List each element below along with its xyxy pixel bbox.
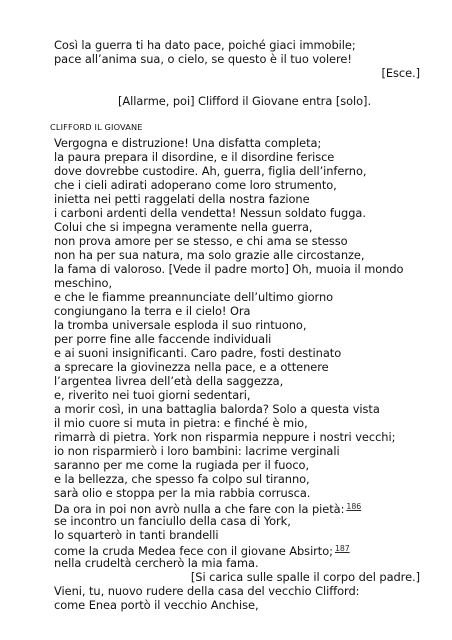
verse-line: che i cieli adirati adoperano come loro strumento, xyxy=(54,178,337,192)
footnote-link-187[interactable]: 187 xyxy=(334,544,350,553)
stage-direction-entrance: [Allarme, poi] Clifford il Giovane entra [solo]. xyxy=(118,94,372,108)
verse-line: la paura prepara il disordine, e il disordine ferisce xyxy=(54,150,335,164)
verse-line: non prova amore per se stesso, e chi ama se stesso xyxy=(54,234,348,248)
verse-line: a sprecare la giovinezza nella pace, e a ottenere xyxy=(54,360,329,374)
verse-text: come la cruda Medea fece con il giovane Absirto; xyxy=(54,544,333,558)
verse-line: Vieni, tu, nuovo rudere della casa del vecchio Clifford: xyxy=(54,584,360,598)
verse-line: a morir così, in una battaglia balorda? Solo a questa vista xyxy=(54,402,380,416)
verse-line: saranno per me come la rugiada per il fuoco, xyxy=(54,458,310,472)
verse-line: nella crudeltà cercherò la mia fama. xyxy=(54,556,259,570)
verse-line: se incontro un fanciullo della casa di York, xyxy=(54,514,291,528)
verse-line: rimarrà di pietra. York non risparmia neppure i nostri vecchi; xyxy=(54,430,396,444)
verse-line: Vergogna e distruzione! Una disfatta completa; xyxy=(54,136,322,150)
stage-direction-exit: [Esce.] xyxy=(381,66,420,80)
speaker-name: CLIFFORD IL GIOVANE xyxy=(50,122,143,132)
verse-line: e che le fiamme preannunciate dell’ultimo giorno xyxy=(54,290,334,304)
verse-line: la tromba universale esploda il suo rintuono, xyxy=(54,318,307,332)
verse-line: per porre fine alle faccende individuali xyxy=(54,332,272,346)
verse-line: non ha per sua natura, ma solo grazie alle circostanze, xyxy=(54,248,365,262)
verse-line: pace all’anima sua, o cielo, se questo è il tuo volere! xyxy=(54,52,352,66)
verse-line: e ai suoni insignificanti. Caro padre, fosti destinato xyxy=(54,346,342,360)
verse-line: io non risparmierò i loro bambini: lacrime verginali xyxy=(54,444,340,458)
verse-text: Da ora in poi non avrò nulla a che fare con la pietà: xyxy=(54,502,345,516)
verse-line: e, riverito nei tuoi giorni sedentari, xyxy=(54,388,251,402)
verse-line: il mio cuore si muta in pietra: e finché è mio, xyxy=(54,416,308,430)
verse-line: inietta nei petti raggelati della nostra fazione xyxy=(54,192,310,206)
footnote-link-186[interactable]: 186 xyxy=(346,502,362,511)
verse-line: e la bellezza, che spesso fa colpo sul tiranno, xyxy=(54,472,310,486)
stage-direction-carry: [Si carica sulle spalle il corpo del padre.] xyxy=(190,570,420,584)
verse-line: meschino, xyxy=(54,276,113,290)
verse-line: lo squarterò in tanti brandelli xyxy=(54,528,219,542)
verse-line: l’argentea livrea dell’età della saggezza, xyxy=(54,374,284,388)
verse-line: la fama di valoroso. [Vede il padre morto] Oh, muoia il mondo xyxy=(54,262,404,276)
verse-line: Così la guerra ti ha dato pace, poiché giaci immobile; xyxy=(54,38,356,52)
verse-line: congiungano la terra e il cielo! Ora xyxy=(54,304,251,318)
verse-line: Colui che si impegna veramente nella guerra, xyxy=(54,220,313,234)
verse-line: sarà olio e stoppa per la mia rabbia corrusca. xyxy=(54,486,311,500)
verse-line: dove dovrebbe custodire. Ah, guerra, figlia dell’inferno, xyxy=(54,164,367,178)
verse-line: come Enea portò il vecchio Anchise, xyxy=(54,598,259,612)
verse-line: i carboni ardenti della vendetta! Nessun soldato fugga. xyxy=(54,206,366,220)
